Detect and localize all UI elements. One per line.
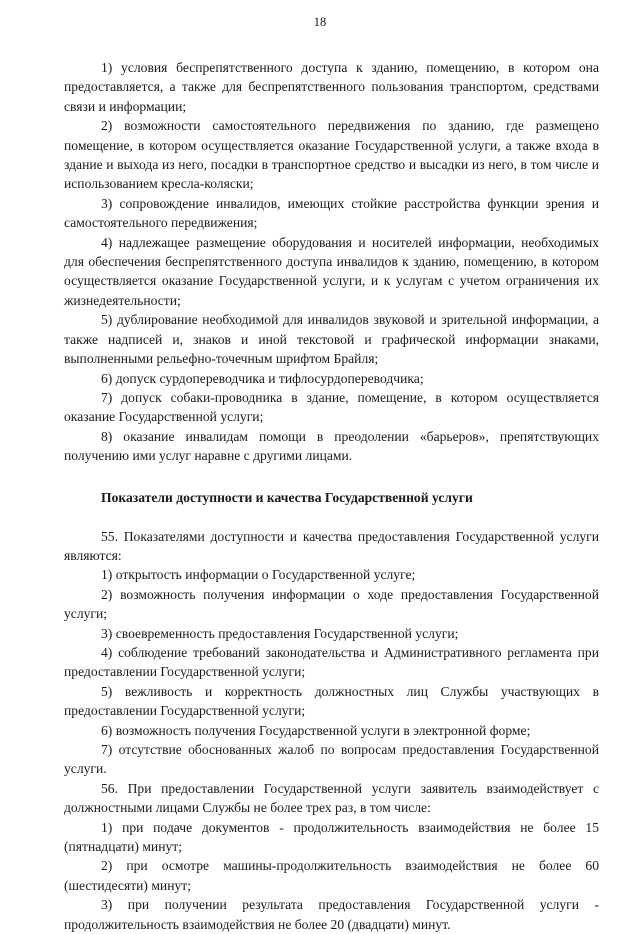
list-item: 2) при осмотре машины-продолжительность взаимодействия не более 60 (шестидесяти) минут; xyxy=(64,858,599,893)
list-item: 2) возможности самостоятельного передвижения по зданию, где размещено помещение, в котором осуществляется оказание Государственной услуги, а также входа в здание и выхода из него, посадки в транспортное средство и высадки из него, в том числе и использованием кресла-коляски; xyxy=(64,118,599,192)
list-item: 1) при подаче документов - продолжительность взаимодействия не более 15 (пятнадцати) минут; xyxy=(64,819,599,855)
list-item: 5) дублирование необходимой для инвалидов звуковой и зрительной информации, а также надписей и, знаков и иной текстовой и графической информации знаками, выполненными рельефно-точечным шрифтом Брайля; xyxy=(64,312,599,367)
paragraph-55-intro: 55. Показателями доступности и качества предоставления Государственной услуги являются: xyxy=(64,528,599,563)
page-number: 18 xyxy=(313,15,327,29)
list-item: 3) своевременность предоставления Государственной услуги; xyxy=(101,625,459,641)
list-item: 6) допуск сурдопереводчика и тифлосурдопереводчика; xyxy=(101,370,424,386)
list-item: 6) возможность получения Государственной услуги в электронной форме; xyxy=(101,722,531,738)
list-item: 8) оказание инвалидам помощи в преодолении «барьеров», препятствующих получению ими услуг наравне с другими лицами. xyxy=(64,428,599,464)
list-item: 2) возможность получения информации о ходе предоставления Государственной услуги; xyxy=(64,586,599,622)
list-item: 4) надлежащее размещение оборудования и носителей информации, необходимых для обеспечения беспрепятственного доступа инвалидов к зданию, помещению, в котором осуществляется оказание Государственной услуги, и к услугам с учетом ограничения их жизнедеятельности; xyxy=(64,234,599,308)
section-heading: Показатели доступности и качества Государственной услуги xyxy=(101,489,473,505)
list-item: 3) при получении результата предоставления Государственной услуги - продолжительность взаимодействия не более 20 (двадцати) минут. xyxy=(64,897,599,932)
list-item: 1) открытость информации о Государственной услуге; xyxy=(101,567,416,583)
list-item: 7) допуск собаки-проводника в здание, помещение, в котором осуществляется оказание Государственной услуги; xyxy=(64,389,599,425)
list-item: 1) условия беспрепятственного доступа к зданию, помещению, в котором она предоставляется, а также для беспрепятственного пользования транспортом, средствами связи и информации; xyxy=(64,60,599,114)
paragraph-56-intro: 56. При предоставлении Государственной услуги заявитель взаимодействует с должностными лицами Службы не более трех раз, в том числе: xyxy=(64,780,599,816)
list-item: 7) отсутствие обоснованных жалоб по вопросам предоставления Государственной услуги. xyxy=(64,742,599,777)
list-item: 5) вежливость и корректность должностных лиц Службы участвующих в предоставлении Государственной услуги; xyxy=(64,683,599,719)
list-item: 4) соблюдение требований законодательства и Административного регламента при предоставлении Государственной услуги; xyxy=(64,644,599,680)
document-body xyxy=(64,58,599,934)
list-item: 3) сопровождение инвалидов, имеющих стойкие расстройства функции зрения и самостоятельного передвижения; xyxy=(64,195,599,231)
